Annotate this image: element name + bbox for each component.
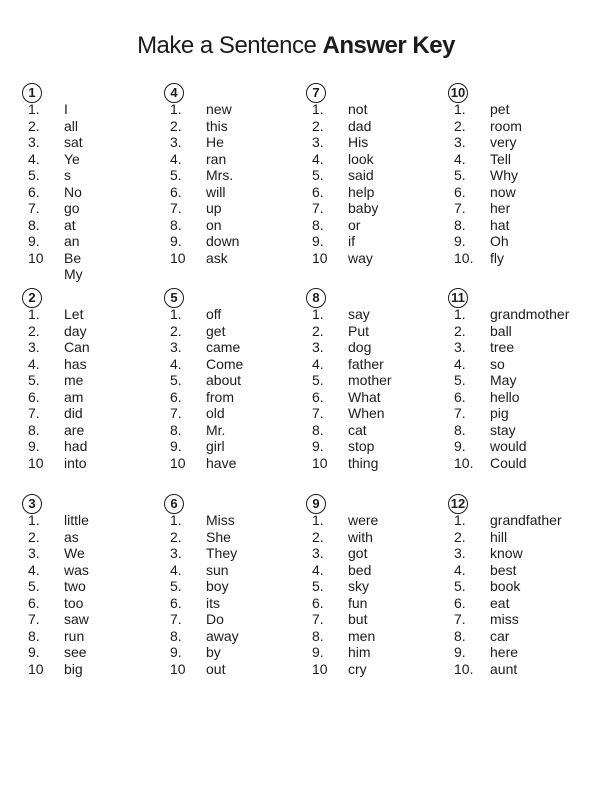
- answer-word: with: [348, 528, 373, 545]
- item-number: 9.: [312, 644, 324, 660]
- item-number: 4.: [454, 561, 466, 578]
- answer-word: cat: [348, 421, 367, 438]
- item-number: 9.: [28, 233, 40, 249]
- item-number: 6.: [312, 183, 324, 200]
- answer-word: got: [348, 545, 368, 561]
- item-number: 7.: [454, 200, 466, 216]
- answer-word: were: [348, 512, 379, 528]
- item-number: 9.: [28, 438, 40, 454]
- answer-word: off: [206, 306, 222, 322]
- item-number: 3.: [454, 339, 466, 355]
- item-number: 6.: [28, 183, 40, 200]
- answer-word: him: [348, 644, 371, 660]
- item-number: 5.: [312, 167, 324, 183]
- item-number: 9.: [454, 438, 466, 454]
- answer-word: Let: [64, 306, 84, 322]
- answer-word: Mrs.: [206, 167, 234, 183]
- item-number: 8.: [170, 627, 182, 644]
- answer-word: too: [64, 594, 84, 611]
- item-number: 7.: [454, 611, 466, 627]
- item-number: 1.: [454, 101, 466, 117]
- section-number-circle: 5: [164, 288, 184, 308]
- answer-word: have: [206, 454, 237, 471]
- item-number: 7.: [312, 611, 324, 627]
- answer-word: but: [348, 611, 368, 627]
- answer-word: very: [490, 134, 517, 150]
- answer-word: stay: [490, 421, 516, 438]
- section-number-circle: 8: [306, 288, 326, 308]
- item-number: 9.: [170, 233, 182, 249]
- item-number: 1.: [28, 101, 40, 117]
- answer-word: grandmother: [490, 306, 570, 322]
- item-number: 3.: [28, 339, 40, 355]
- answer-word: sat: [64, 134, 83, 150]
- item-number: 8.: [28, 216, 40, 233]
- answer-word: hat: [490, 216, 510, 233]
- answer-word: way: [348, 249, 373, 266]
- item-number: 5.: [454, 578, 466, 594]
- section-number-circle: 11: [448, 288, 468, 308]
- item-number: 1.: [170, 101, 182, 117]
- item-number: 7.: [170, 611, 182, 627]
- item-number: 2.: [28, 117, 40, 134]
- item-number: 6.: [170, 183, 182, 200]
- item-number: 4.: [454, 150, 466, 167]
- answer-word: this: [206, 117, 228, 134]
- section-number-circle: 1: [22, 83, 42, 103]
- answer-word: now: [490, 183, 516, 200]
- answer-word: on: [206, 216, 222, 233]
- item-number: 3.: [454, 134, 466, 150]
- answer-word: Be: [64, 249, 82, 266]
- answer-word: grandfather: [490, 512, 562, 528]
- answer-word: dog: [348, 339, 372, 355]
- item-number: 1.: [312, 101, 324, 117]
- item-number: 3.: [312, 545, 324, 561]
- item-number: 3.: [28, 545, 40, 561]
- item-number: 7.: [454, 405, 466, 421]
- answer-word: miss: [490, 611, 519, 627]
- item-number: 1.: [312, 306, 324, 322]
- item-number: 2.: [312, 528, 324, 545]
- item-number: 5.: [170, 372, 182, 388]
- item-number: 8.: [170, 421, 182, 438]
- item-number: 4.: [312, 150, 324, 167]
- answer-word: cry: [348, 660, 367, 677]
- item-number: 8.: [312, 216, 324, 233]
- answer-word: not: [348, 101, 368, 117]
- item-number: 7.: [312, 200, 324, 216]
- answer-word: He: [206, 134, 224, 150]
- answer-word: her: [490, 200, 511, 216]
- item-number: 1.: [454, 306, 466, 322]
- item-number: 8.: [454, 421, 466, 438]
- answer-word: They: [206, 545, 238, 561]
- item-number: 4.: [312, 355, 324, 372]
- item-number: 3.: [312, 339, 324, 355]
- answer-word: I: [64, 101, 68, 117]
- item-number: 1.: [170, 306, 182, 322]
- item-number: 6.: [170, 594, 182, 611]
- title-normal: Make a Sentence: [137, 32, 317, 59]
- answer-word: What: [348, 388, 381, 405]
- answer-word: help: [348, 183, 375, 200]
- item-number: 2.: [312, 117, 324, 134]
- answer-word: run: [64, 627, 85, 644]
- answer-word: men: [348, 627, 376, 644]
- answer-word: baby: [348, 200, 379, 216]
- answer-word: at: [64, 216, 76, 233]
- answer-word: about: [206, 372, 242, 388]
- item-number: 6.: [312, 594, 324, 611]
- answer-word: fun: [348, 594, 368, 611]
- item-number: 10: [312, 660, 328, 677]
- item-number: 7.: [28, 611, 40, 627]
- answer-word: are: [64, 421, 85, 438]
- section-number-circle: 9: [306, 494, 326, 514]
- item-number: 5.: [28, 578, 40, 594]
- answer-word: Mr.: [206, 421, 226, 438]
- item-number: 8.: [170, 216, 182, 233]
- answer-word: s: [64, 167, 71, 183]
- section-number-circle: 6: [164, 494, 184, 514]
- item-number: 2.: [454, 322, 466, 339]
- item-number: 9.: [312, 438, 324, 454]
- answer-word: two: [64, 578, 86, 594]
- item-number: 4.: [312, 561, 324, 578]
- answer-word: His: [348, 134, 369, 150]
- answer-word: was: [64, 561, 89, 578]
- section-number-circle: 2: [22, 288, 42, 308]
- answer-word: so: [490, 355, 505, 372]
- answer-word: Miss: [206, 512, 235, 528]
- answer-word: day: [64, 322, 87, 339]
- item-number: 2.: [454, 117, 466, 134]
- item-number: 9.: [454, 233, 466, 249]
- item-number: 2.: [170, 117, 182, 134]
- item-number: 9.: [170, 644, 182, 660]
- answer-word: has: [64, 355, 87, 372]
- item-number: 4.: [170, 355, 182, 372]
- answer-word: say: [348, 306, 370, 322]
- item-number: 4.: [28, 355, 40, 372]
- answer-word: bed: [348, 561, 372, 578]
- section-number-circle: 4: [164, 83, 184, 103]
- answer-word: am: [64, 388, 84, 405]
- item-number: 2.: [454, 528, 466, 545]
- answer-word: did: [64, 405, 83, 421]
- item-number: 9.: [312, 233, 324, 249]
- item-number: 9.: [28, 644, 40, 660]
- answer-word: thing: [348, 454, 379, 471]
- answer-word: ran: [206, 150, 227, 167]
- answer-word: all: [64, 117, 79, 134]
- item-number: 1.: [170, 512, 182, 528]
- answer-word: see: [64, 644, 87, 660]
- answer-word: know: [490, 545, 523, 561]
- answer-word: big: [64, 660, 83, 677]
- item-number: 10: [28, 454, 44, 471]
- item-number: 6.: [312, 388, 324, 405]
- item-number: 4.: [28, 150, 40, 167]
- answer-word: Come: [206, 355, 244, 372]
- answer-word: Could: [490, 454, 527, 471]
- item-number: 6.: [454, 183, 466, 200]
- item-number: 3.: [170, 545, 182, 561]
- answer-word: if: [348, 233, 355, 249]
- item-number: 8.: [454, 216, 466, 233]
- answer-word: Oh: [490, 233, 509, 249]
- item-number: 10: [170, 660, 186, 677]
- answer-word: or: [348, 216, 361, 233]
- answer-word: My: [64, 266, 83, 282]
- item-number: 5.: [28, 372, 40, 388]
- item-number: 2.: [170, 322, 182, 339]
- item-number: 7.: [28, 200, 40, 216]
- answer-word: dad: [348, 117, 372, 134]
- answer-word: down: [206, 233, 240, 249]
- item-number: 10: [170, 249, 186, 266]
- item-number: 8.: [28, 627, 40, 644]
- title-bold: Answer Key: [322, 32, 455, 59]
- answer-word: ball: [490, 322, 512, 339]
- item-number: 2.: [28, 322, 40, 339]
- item-number: 10.: [454, 249, 474, 266]
- item-number: 7.: [170, 200, 182, 216]
- answer-word: go: [64, 200, 80, 216]
- answer-word: little: [64, 512, 89, 528]
- answer-word: Do: [206, 611, 224, 627]
- answer-word: boy: [206, 578, 229, 594]
- answer-word: its: [206, 594, 220, 611]
- answer-word: Why: [490, 167, 518, 183]
- answer-word: get: [206, 322, 226, 339]
- page-title: [0, 32, 592, 60]
- item-number: 6.: [454, 594, 466, 611]
- answer-word: book: [490, 578, 521, 594]
- answer-word: from: [206, 388, 234, 405]
- item-number: 5.: [454, 167, 466, 183]
- answer-word: girl: [206, 438, 225, 454]
- item-number: 6.: [28, 594, 40, 611]
- answer-word: car: [490, 627, 510, 644]
- answer-word: room: [490, 117, 522, 134]
- answer-word: will: [206, 183, 226, 200]
- item-number: 4.: [454, 355, 466, 372]
- answer-word: here: [490, 644, 519, 660]
- item-number: 5.: [170, 167, 182, 183]
- item-number: 3.: [170, 134, 182, 150]
- item-number: 1.: [312, 512, 324, 528]
- answer-word: as: [64, 528, 79, 545]
- answer-word: pig: [490, 405, 509, 421]
- answer-word: stop: [348, 438, 375, 454]
- section-number-circle: 10: [448, 83, 468, 103]
- item-number: 1.: [454, 512, 466, 528]
- item-number: 7.: [312, 405, 324, 421]
- answer-word: came: [206, 339, 241, 355]
- item-number: 1.: [28, 306, 40, 322]
- item-number: 5.: [170, 578, 182, 594]
- answer-word: look: [348, 150, 374, 167]
- item-number: 8.: [28, 421, 40, 438]
- answer-word: sky: [348, 578, 369, 594]
- item-number: 6.: [28, 388, 40, 405]
- answer-word: aunt: [490, 660, 518, 677]
- answer-word: May: [490, 372, 517, 388]
- item-number: 8.: [312, 627, 324, 644]
- item-number: 6.: [454, 388, 466, 405]
- item-number: 9.: [454, 644, 466, 660]
- answer-word: best: [490, 561, 517, 578]
- answer-word: away: [206, 627, 239, 644]
- answer-word: saw: [64, 611, 89, 627]
- item-number: 4.: [170, 561, 182, 578]
- item-number: 5.: [312, 578, 324, 594]
- item-number: 6.: [170, 388, 182, 405]
- answer-word: would: [490, 438, 527, 454]
- answer-word: eat: [490, 594, 510, 611]
- item-number: 9.: [170, 438, 182, 454]
- section-number-circle: 12: [448, 494, 468, 514]
- item-number: 8.: [312, 421, 324, 438]
- item-number: 10.: [454, 454, 474, 471]
- answer-word: me: [64, 372, 84, 388]
- item-number: 10: [28, 660, 44, 677]
- item-number: 3.: [170, 339, 182, 355]
- answer-word: had: [64, 438, 88, 454]
- answer-word: hill: [490, 528, 508, 545]
- answer-word: sun: [206, 561, 229, 578]
- answer-word: father: [348, 355, 384, 372]
- item-number: 10: [170, 454, 186, 471]
- item-number: 2.: [170, 528, 182, 545]
- section-number-circle: 7: [306, 83, 326, 103]
- item-number: 7.: [170, 405, 182, 421]
- answer-word: old: [206, 405, 225, 421]
- item-number: 10.: [454, 660, 474, 677]
- answer-word: into: [64, 454, 87, 471]
- item-number: 3.: [454, 545, 466, 561]
- item-number: 5.: [454, 372, 466, 388]
- answer-word: She: [206, 528, 231, 545]
- item-number: 4.: [28, 561, 40, 578]
- item-number: 1.: [28, 512, 40, 528]
- section-number-circle: 3: [22, 494, 42, 514]
- answer-word: When: [348, 405, 385, 421]
- answer-word: tree: [490, 339, 515, 355]
- answer-word: by: [206, 644, 221, 660]
- answer-word: No: [64, 183, 82, 200]
- item-number: 2.: [312, 322, 324, 339]
- answer-word: pet: [490, 101, 510, 117]
- item-number: 5.: [312, 372, 324, 388]
- item-number: 4.: [170, 150, 182, 167]
- answer-word: Put: [348, 322, 370, 339]
- answer-word: hello: [490, 388, 520, 405]
- item-number: 3.: [28, 134, 40, 150]
- answer-word: said: [348, 167, 374, 183]
- item-number: 8.: [454, 627, 466, 644]
- answer-word: ask: [206, 249, 228, 266]
- item-number: 2.: [28, 528, 40, 545]
- answer-word: new: [206, 101, 232, 117]
- answer-word: Ye: [64, 150, 80, 167]
- item-number: 7.: [28, 405, 40, 421]
- answer-word: We: [64, 545, 85, 561]
- answer-word: an: [64, 233, 80, 249]
- answer-word: Can: [64, 339, 90, 355]
- item-number: 10: [312, 454, 328, 471]
- answer-word: mother: [348, 372, 392, 388]
- answer-word: Tell: [490, 150, 512, 167]
- answer-word: out: [206, 660, 226, 677]
- item-number: 3.: [312, 134, 324, 150]
- item-number: 5.: [28, 167, 40, 183]
- answer-word: up: [206, 200, 222, 216]
- item-number: 10: [28, 249, 44, 266]
- item-number: 10: [312, 249, 328, 266]
- answer-word: fly: [490, 249, 504, 266]
